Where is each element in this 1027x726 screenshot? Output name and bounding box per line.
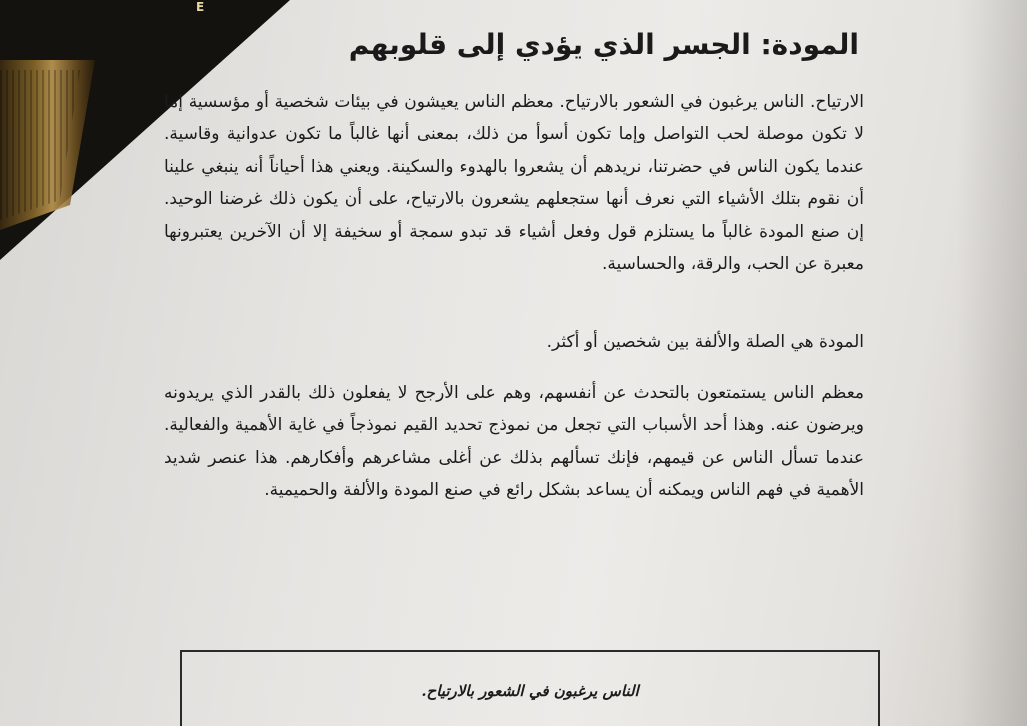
paragraph-2: المودة هي الصلة والألفة بين شخصين أو أكثر. [546, 332, 864, 352]
section-title: المودة: الجسر الذي يؤدي إلى قلوبهم [348, 28, 859, 61]
paragraph-1: الارتياح. الناس يرغبون في الشعور بالارتياح. معظم الناس يعيشون في بيئات شخصية أو مؤسسية إما لا تكون موصلة لحب التواصل وإما تكون أسوأ من ذلك، بمعنى أنها غالباً ما تكون عدوانية وقاسية. عندما يكون الناس في حضرتنا، نريدهم أن يشعروا بالهدوء والسكينة. ويعني هذا أحياناً أنه ينبغي علينا أن نقوم بتلك الأشياء التي نعرف أنها ستجعلهم يشعرون بالارتياح، على أن يكون ذلك غرضنا الوحيد. إن صنع المودة غالباً ما يستلزم قول وفعل أشياء قد تبدو سمجة أو سخيفة إلا أن الآخرين يعتبرونها معبرة عن الحب، والرقة، والحساسية. [164, 92, 864, 275]
pull-quote-text: الناس يرغبون في الشعور بالارتياح. [421, 682, 639, 700]
book-spine-letter: E [196, 0, 205, 14]
pull-quote-box [180, 650, 880, 726]
paragraph-3: معظم الناس يستمتعون بالتحدث عن أنفسهم، وهم على الأرجح لا يفعلون ذلك بالقدر الذي يريدونه ويرضون عنه. وهذا أحد الأسباب التي تجعل من نموذج تحديد القيم نموذجاً في غاية الأهمية والفعالية. عندما تسأل الناس عن قيمهم، فإنك تسألهم بذلك عن أغلى مشاعرهم وأفكارهم. هذا عنصر شديد الأهمية في فهم الناس ويمكنه أن يساعد بشكل رائع في صنع المودة والألفة والحميمية. [164, 383, 864, 501]
